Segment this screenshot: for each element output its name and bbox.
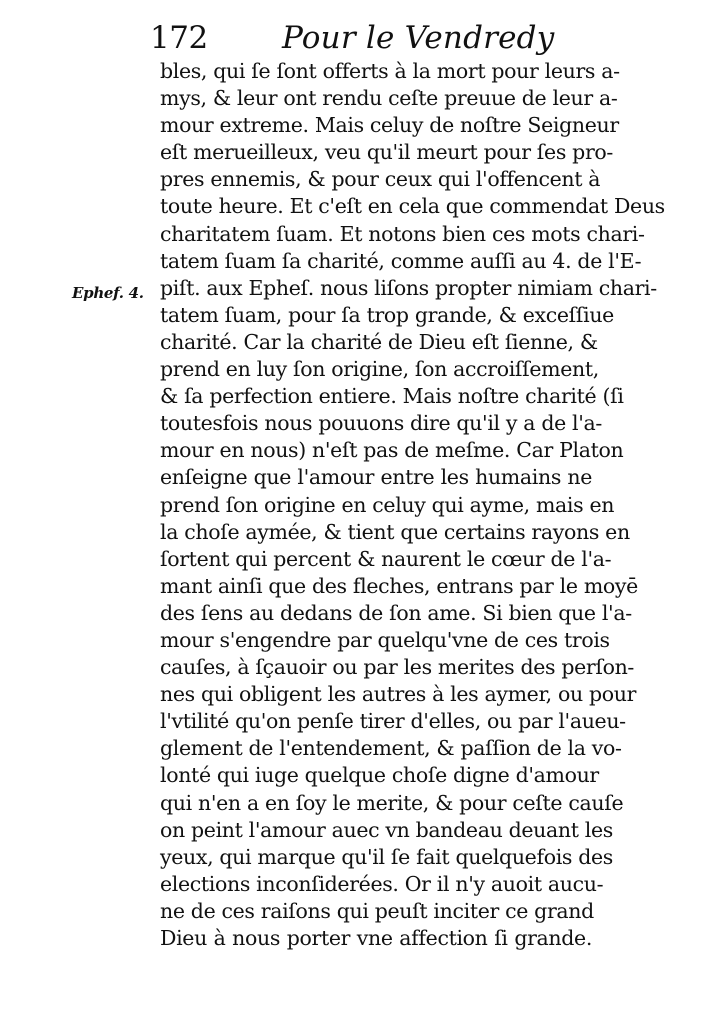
text-line: mour s'engendre par quelqu'vne de ces trois <box>160 627 610 652</box>
margin-note: Ephef. 4. <box>72 284 144 302</box>
text-line: ne de ces raiſons qui peuſt inciter ce grand <box>160 898 594 923</box>
text-line: on peint l'amour auec vn bandeau deuant les <box>160 817 613 842</box>
text-line: mant ainſi que des fleches, entrans par le moyē <box>160 573 638 598</box>
text-line: elections inconſiderées. Or il n'y auoit aucu- <box>160 871 604 896</box>
text-line: cauſes, à ſçauoir ou par les merites des perſon- <box>160 655 635 680</box>
text-line: des ſens au dedans de ſon ame. Si bien que l'a- <box>160 600 632 625</box>
text-line: mour en nous) n'eſt pas de meſme. Car Platon <box>160 438 624 463</box>
text-line: charitatem ſuam. Et notons bien ces mots chari- <box>160 221 645 246</box>
page-number: 172 <box>150 20 208 56</box>
body-text <box>160 58 665 952</box>
text-line: mys, & leur ont rendu ceſte preuue de leur a- <box>160 86 618 111</box>
text-line: & ſa perfection entiere. Mais noſtre charité (ſi <box>160 384 624 409</box>
text-line: l'vtilité qu'on penſe tirer d'elles, ou par l'aueu- <box>160 709 626 734</box>
text-line: qui n'en a en ſoy le merite, & pour ceſte cauſe <box>160 790 624 815</box>
text-line: yeux, qui marque qu'il ſe fait quelquefois des <box>160 844 613 869</box>
text-line: toutesfois nous pouuons dire qu'il y a de l'a- <box>160 411 602 436</box>
text-line: Dieu à nous porter vne affection ſi grande. <box>160 926 592 950</box>
text-line: tatem ſuam, pour ſa trop grande, & exceſſiue <box>160 302 614 327</box>
text-line: mour extreme. Mais celuy de noſtre Seigneur <box>160 113 619 138</box>
text-line: piſt. aux Epheſ. nous liſons propter nimiam chari- <box>160 275 657 300</box>
text-line: prend ſon origine en celuy qui ayme, mais en <box>160 492 615 517</box>
text-line: charité. Car la charité de Dieu eſt ſienne, & <box>160 329 598 354</box>
text-line: nes qui obligent les autres à les aymer, ou pour <box>160 682 637 707</box>
text-line: ſortent qui percent & naurent le cœur de l'a- <box>160 546 612 571</box>
text-line: eſt merueilleux, veu qu'il meurt pour ſes pro- <box>160 140 613 165</box>
text-line: lonté qui iuge quelque choſe digne d'amour <box>160 763 599 788</box>
text-line: bles, qui ſe ſont offerts à la mort pour leurs a- <box>160 59 620 83</box>
text-line: glement de l'entendement, & paſſion de la vo- <box>160 736 622 761</box>
text-line: toute heure. Et c'eſt en cela que commendat Deus <box>160 194 665 219</box>
running-title: Pour le Vendredy <box>282 20 555 56</box>
text-line: enſeigne que l'amour entre les humains ne <box>160 465 592 490</box>
text-line: pres ennemis, & pour ceux qui l'offencent à <box>160 167 601 192</box>
text-line: la choſe aymée, & tient que certains rayons en <box>160 519 630 544</box>
running-head <box>150 18 590 58</box>
text-line: prend en luy ſon origine, ſon accroiſſement, <box>160 357 599 382</box>
text-line: tatem ſuam ſa charité, comme auſſi au 4. de l'E- <box>160 248 642 273</box>
